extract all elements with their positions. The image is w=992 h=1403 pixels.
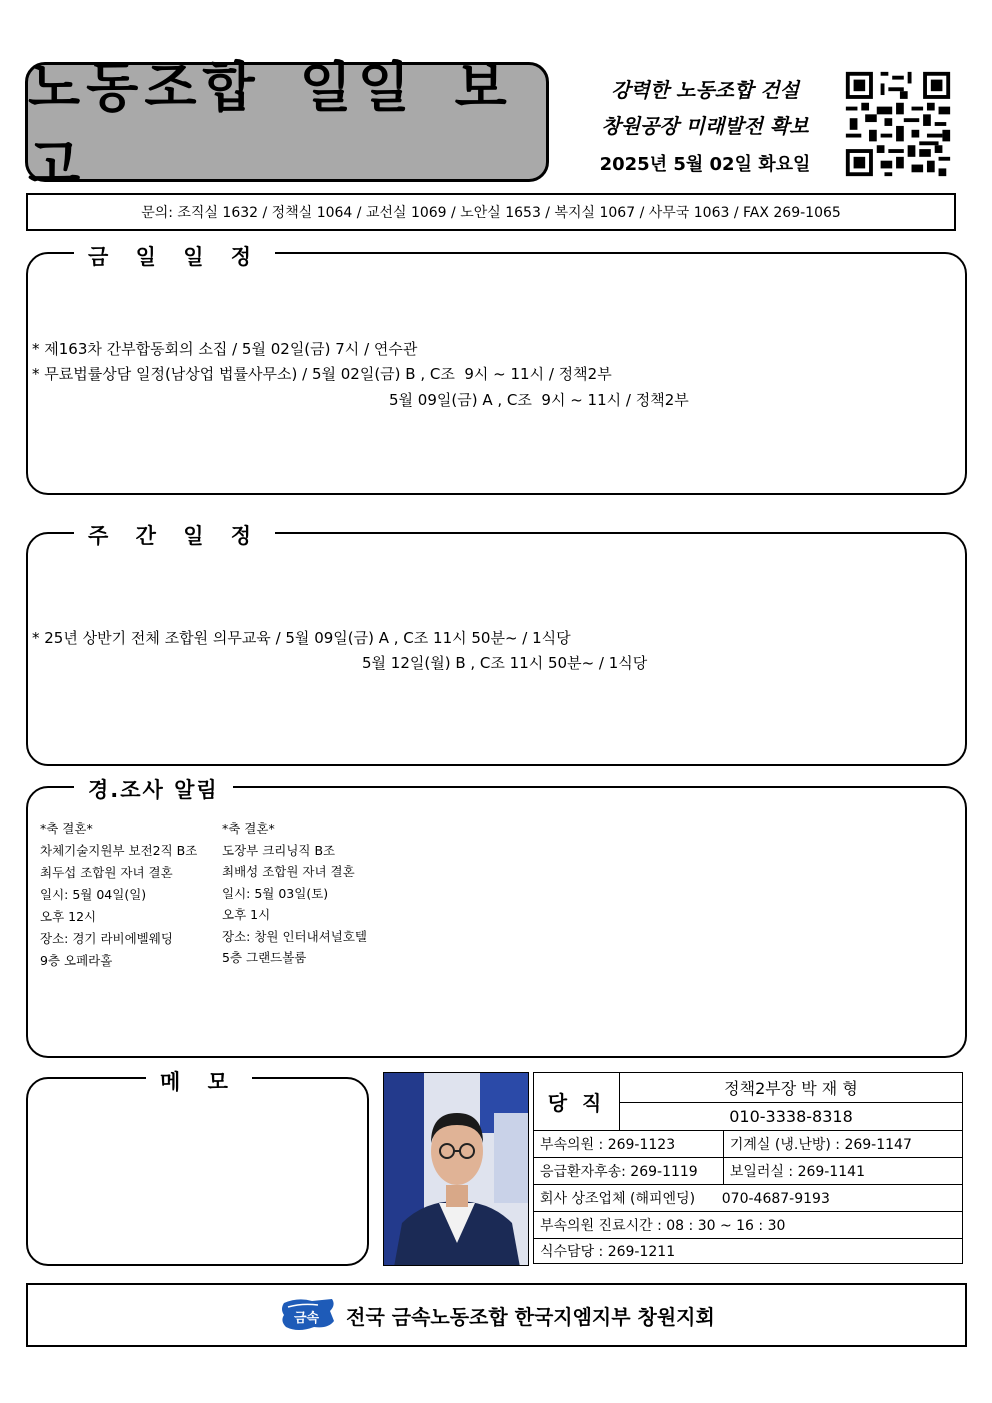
title-box	[25, 56, 549, 196]
today-line-1: * 제163차 간부합동회의 소집 / 5월 02일(금) 7시 / 연수관	[32, 340, 418, 358]
duty-officer-phone: 010-3338-8318	[620, 1103, 963, 1131]
contact-text: 문의: 조직실 1632 / 정책실 1064 / 교선실 1069 / 노안실 1653 / 복지실 1067 / 사무국 1063 / FAX 269-1065	[141, 205, 841, 221]
weekly-schedule-title: 주 간 일 정	[74, 520, 275, 550]
slogan-line-1: 강력한 노동조합 건설	[611, 78, 799, 102]
slogan-line-2: 창원공장 미래발전 확보	[601, 114, 809, 138]
event-1-line: 9층 오페라홀	[40, 953, 113, 968]
duty-cell: 보일러실 : 269-1141	[723, 1158, 962, 1185]
duty-label: 당 직	[534, 1073, 620, 1131]
weekly-line-1: * 25년 상반기 전체 조합원 의무교육 / 5월 09일(금) A , C조 11시 50분~ / 1식당	[32, 629, 571, 647]
footer	[26, 1283, 967, 1347]
weekly-schedule-box	[26, 532, 967, 766]
footer-text: 전국 금속노동조합 한국지엠지부 창원지회	[346, 1304, 715, 1329]
event-2-line: 장소: 창원 인터내셔널호텔	[222, 928, 367, 944]
event-2-line: *축 결혼*	[222, 821, 275, 836]
event-1-line: 차체기술지원부 보전2직 B조	[40, 843, 198, 858]
weekly-line-2: 5월 12일(월) B , C조 11시 50분~ / 1식당	[362, 654, 648, 672]
event-2-line: 도장부 크리닝직 B조	[222, 842, 336, 858]
today-line-2: * 무료법률상담 일정(남상업 법률사무소) / 5월 02일(금) B , C조 9시 ~ 11시 / 정책2부	[32, 365, 612, 383]
event-2-line: 최배성 조합원 자녀 결혼	[222, 864, 355, 879]
duty-table	[533, 1072, 963, 1264]
page-title: 노동조합 일일 보고	[28, 56, 513, 196]
event-wedding-2	[222, 818, 367, 969]
event-1-line: *축 결혼*	[40, 821, 93, 836]
duty-clinic-hours: 부속의원 진료시간 : 08 : 30 ~ 16 : 30	[534, 1212, 963, 1239]
duty-cell: 부속의원 : 269-1123	[534, 1131, 724, 1158]
qr-code-icon	[842, 68, 954, 180]
event-1-line: 장소: 경기 라비에벨웨딩	[40, 931, 173, 946]
event-2-line: 일시: 5월 03일(토)	[222, 885, 329, 901]
events-title: 경.조사 알림	[74, 774, 233, 804]
today-schedule-title: 금 일 일 정	[74, 241, 275, 271]
duty-meal-contact: 식수담당 : 269-1211	[534, 1239, 963, 1264]
event-1-line: 일시: 5월 04일(일)	[40, 887, 147, 902]
duty-funeral-service: 회사 상조업체 (해피엔딩) 070-4687-9193	[534, 1185, 963, 1212]
event-1-line: 오후 12시	[40, 909, 97, 924]
event-wedding-1	[40, 818, 197, 972]
contact-bar	[26, 193, 956, 231]
duty-officer-photo	[383, 1072, 529, 1266]
report-date: 2025년 5월 02일 화요일	[599, 154, 811, 175]
memo-title: 메 모	[146, 1066, 252, 1096]
event-1-line: 최두섭 조합원 자녀 결혼	[40, 865, 173, 880]
duty-cell: 응급환자후송: 269-1119	[534, 1158, 724, 1185]
duty-cell: 기계실 (냉.난방) : 269-1147	[723, 1131, 962, 1158]
union-logo-text: 금속	[294, 1311, 320, 1326]
duty-officer-name: 정책2부장 박 재 형	[620, 1073, 963, 1103]
today-line-3: 5월 09일(금) A , C조 9시 ~ 11시 / 정책2부	[389, 391, 689, 409]
union-logo-icon	[278, 1295, 338, 1335]
memo-box	[26, 1077, 369, 1266]
event-2-line: 오후 1시	[222, 907, 271, 922]
event-2-line: 5층 그랜드볼룸	[222, 950, 307, 965]
